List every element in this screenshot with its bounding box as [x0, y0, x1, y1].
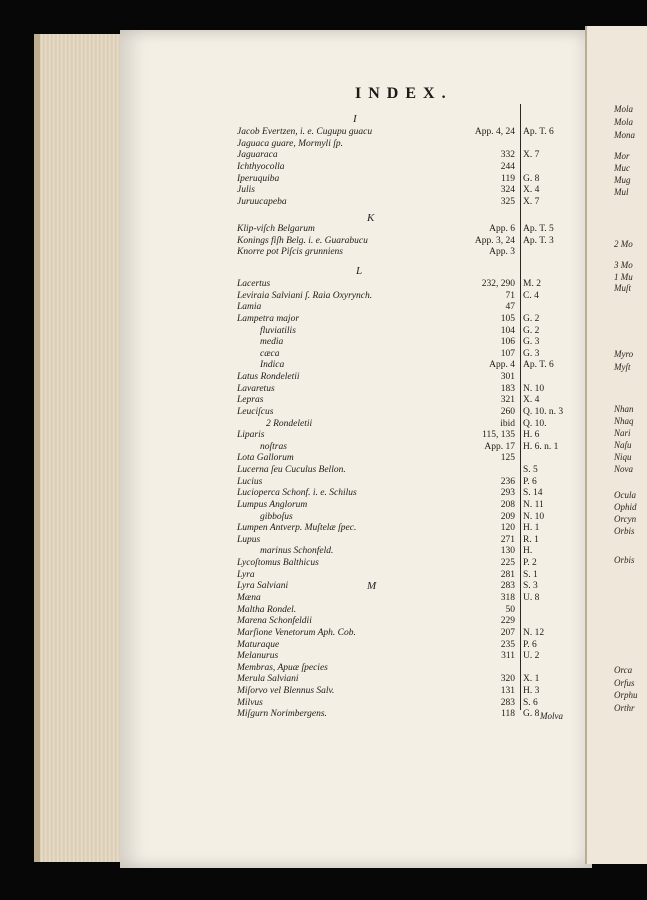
- entry-name: Liparis: [237, 430, 265, 441]
- entry-name: Lupus: [237, 534, 261, 545]
- index-entry: [0, 326, 631, 338]
- facing-page-fragment: Niqu: [614, 452, 632, 462]
- entry-page: 115, 135: [482, 430, 515, 441]
- entry-plate: G. 8: [523, 173, 540, 184]
- entry-page: 283: [500, 697, 515, 708]
- facing-page-fragment: Orca: [614, 665, 633, 675]
- entry-page: App. 4: [489, 360, 515, 371]
- entry-plate: X. 1: [523, 674, 540, 685]
- entry-plate: H. 6. n. 1: [523, 441, 559, 452]
- facing-page-fragment: Orcyn: [614, 514, 637, 524]
- entry-name: Julis: [237, 185, 255, 196]
- entry-name: Membras, Apuæ ſpecies: [237, 662, 328, 673]
- entry-page: App. 6: [489, 224, 515, 234]
- entry-plate: C. 4: [523, 290, 539, 301]
- entry-plate: G. 2: [523, 313, 540, 324]
- entry-page: 325: [500, 196, 515, 207]
- entry-name: Marſione Venetorum Aph. Cob.: [237, 627, 356, 638]
- entry-name: Konings fiſh Belg. i. e. Guarabucu: [237, 235, 368, 246]
- entry-plate: X. 4: [523, 185, 540, 196]
- entry-page: 104: [500, 325, 515, 336]
- entry-plate: S. 14: [523, 488, 543, 499]
- entry-plate: G. 3: [523, 348, 540, 359]
- index-entry: [0, 291, 631, 303]
- entry-plate: H.: [523, 546, 533, 557]
- entry-plate: G. 3: [523, 337, 540, 348]
- entry-name: Iperuquiba: [237, 173, 280, 184]
- index-entry: [0, 640, 631, 652]
- entry-plate: P. 6: [523, 639, 537, 650]
- section-letter: L: [356, 265, 363, 277]
- index-entry: [0, 314, 631, 326]
- entry-name: Juruucapeba: [237, 196, 287, 207]
- entry-name: Mæna: [237, 593, 261, 603]
- entry-plate: Ap. T. 6: [523, 360, 554, 371]
- index-entry: [0, 523, 631, 535]
- entry-plate: S. 5: [523, 465, 538, 476]
- entry-plate: N. 11: [523, 499, 544, 510]
- index-entry: [0, 628, 631, 640]
- index-entry: [0, 686, 631, 698]
- index-entry: [0, 570, 631, 582]
- entry-page: 293: [500, 488, 515, 499]
- entry-plate: Ap. T. 5: [523, 224, 554, 234]
- index-entry: [0, 651, 631, 663]
- entry-plate: Q. 10. n. 3: [523, 406, 564, 417]
- entry-plate: G. 8: [523, 709, 540, 720]
- index-entry: [0, 407, 631, 419]
- entry-page: 209: [500, 511, 515, 522]
- entry-name: Ichthyocolla: [237, 161, 285, 172]
- index-entry: [0, 127, 631, 139]
- facing-page-fragment: 2 Mo: [614, 239, 633, 249]
- index-entry: [0, 558, 631, 570]
- entry-plate: N. 10: [523, 383, 545, 394]
- entry-page: 318: [500, 593, 515, 603]
- index-entry: [0, 500, 631, 512]
- entry-name: Melanurus: [237, 651, 279, 662]
- facing-page-fragment: Nhan: [614, 404, 634, 414]
- entry-page: 207: [500, 627, 515, 638]
- entry-plate: N. 10: [523, 511, 545, 522]
- entry-page: 232, 290: [481, 279, 515, 289]
- index-entry: [0, 197, 631, 209]
- index-entry: [0, 605, 631, 617]
- entry-name: Marena Schonfeldii: [237, 616, 312, 627]
- entry-page: 130: [500, 546, 515, 557]
- entry-page: App. 3: [489, 247, 515, 258]
- entry-name: Maturaque: [237, 639, 280, 650]
- entry-name: Klip-viſch Belgarum: [237, 224, 315, 234]
- facing-page-fragment: Orphu: [614, 690, 638, 700]
- entry-name: Lampetra major: [237, 313, 300, 324]
- entry-name: Lavaretus: [237, 383, 275, 394]
- entry-plate: M. 2: [523, 279, 541, 289]
- facing-page-fragment: Orfus: [614, 678, 635, 688]
- entry-plate: Q. 10.: [523, 418, 547, 429]
- index-entry: [0, 372, 631, 384]
- entry-name: Lacertus: [237, 279, 271, 289]
- entry-name: gibboſus: [260, 511, 293, 522]
- index-entry: [0, 348, 634, 361]
- entry-page: 281: [500, 569, 515, 580]
- entry-plate: P. 6: [523, 476, 537, 487]
- entry-plate: X. 4: [523, 395, 540, 406]
- entry-name: Lycoſtomus Balthicus: [237, 558, 319, 569]
- entry-plate: X. 7: [523, 196, 540, 207]
- facing-page-fragment: Orbis: [614, 526, 635, 536]
- index-entry: [0, 185, 631, 197]
- entry-page: 260: [500, 406, 515, 417]
- entry-plate: H. 1: [523, 523, 540, 534]
- index-entry: [0, 663, 631, 675]
- facing-page-fragment: 1 Mu: [614, 272, 633, 282]
- facing-page-fragment: Myro: [614, 349, 634, 359]
- entry-page: 321: [500, 395, 515, 406]
- entry-page: 235: [500, 639, 515, 650]
- facing-page-fragment: Ocula: [614, 490, 636, 500]
- entry-page: 225: [500, 558, 515, 569]
- entry-name: Lumpen Antverp. Muſtelæ ſpec.: [237, 523, 357, 534]
- entry-page: 105: [500, 313, 515, 324]
- entry-name: marinus Schonfeld.: [260, 546, 334, 557]
- facing-page-fragment: Mona: [614, 130, 635, 140]
- entry-page: App. 17: [484, 441, 515, 452]
- facing-page-fragment: Nova: [614, 464, 633, 474]
- entry-page: App. 4, 24: [474, 127, 515, 137]
- facing-page-fragment: Orthr: [614, 703, 635, 713]
- catchword: Molva: [540, 711, 563, 721]
- entry-page: 320: [500, 674, 515, 685]
- entry-name: Merula Salviani: [237, 674, 299, 685]
- index-entry: [0, 698, 631, 710]
- entry-plate: R. 1: [523, 534, 539, 545]
- entry-name: Jaguaraca: [237, 150, 278, 161]
- entry-name: Latus Rondeletii: [237, 372, 300, 383]
- index-entry: [0, 477, 631, 489]
- facing-page-fragment: Mola: [614, 104, 633, 114]
- index-entry: [0, 465, 631, 477]
- entry-page: 47: [505, 302, 515, 313]
- index-entry: [0, 360, 631, 372]
- entry-plate: N. 12: [523, 627, 545, 638]
- entry-page: 208: [500, 499, 515, 510]
- entry-plate: S. 6: [523, 697, 538, 708]
- entry-plate: G. 2: [523, 325, 540, 336]
- entry-name: Miſgurn Norimbergens.: [237, 709, 327, 720]
- index-entry: [0, 174, 631, 186]
- index-entry: [0, 709, 631, 721]
- section-letter: M: [367, 580, 377, 592]
- facing-page-fragment: Mor: [614, 151, 630, 161]
- index-entry: [0, 512, 631, 524]
- entry-page: 183: [500, 383, 515, 394]
- entry-page: 324: [500, 185, 515, 196]
- entry-page: 301: [500, 372, 515, 383]
- entry-page: 118: [501, 709, 515, 720]
- entry-name: noſtras: [260, 441, 287, 452]
- entry-name: fluviatilis: [260, 325, 296, 336]
- entry-page: 125: [500, 453, 515, 464]
- entry-name: Lumpus Anglorum: [237, 499, 308, 510]
- index-entry: [0, 616, 631, 628]
- index-entry: [0, 488, 631, 500]
- entry-page: 332: [500, 150, 515, 161]
- facing-page-fragment: Nari: [614, 428, 631, 438]
- index-entry: [0, 224, 631, 236]
- index-entry: [0, 442, 631, 454]
- entry-name: Lepras: [237, 395, 264, 406]
- entry-page: App. 3, 24: [474, 235, 515, 246]
- entry-name: Lucioperca Schonf. i. e. Schilus: [237, 488, 357, 499]
- entry-page: 107: [500, 348, 515, 359]
- entry-page: 244: [500, 161, 515, 172]
- entry-name: media: [260, 337, 284, 348]
- entry-name: Lamia: [237, 302, 262, 313]
- entry-plate: Ap. T. 3: [523, 235, 554, 246]
- entry-name: Lota Gallorum: [237, 453, 294, 464]
- entry-page: 271: [500, 534, 515, 545]
- entry-name: Lucerna ſeu Cuculus Bellon.: [237, 465, 346, 476]
- index-entry: [0, 581, 631, 593]
- entry-page: 50: [505, 604, 515, 615]
- entry-name: Knorre pot Piſcis grunniens: [237, 247, 343, 258]
- facing-page-fragment: Muc: [614, 163, 630, 173]
- entry-page: 131: [500, 686, 515, 697]
- entry-name: 2 Rondeletii: [266, 418, 313, 429]
- index-entry: [0, 139, 631, 151]
- section-letter: I: [353, 113, 357, 125]
- entry-plate: S. 1: [523, 569, 538, 580]
- entry-plate: S. 3: [523, 581, 538, 592]
- entry-name: Miſorvo vel Blennus Salv.: [237, 686, 335, 697]
- index-entry: [0, 302, 631, 314]
- index-entry: [0, 279, 631, 291]
- index-entry: [0, 419, 631, 431]
- index-entry: [0, 395, 631, 407]
- index-entry: [0, 162, 631, 174]
- facing-page-fragment: Mola: [614, 117, 633, 127]
- entry-name: Maltha Rondel.: [237, 604, 297, 615]
- entry-name: Jaguaca guare, Mormyli ſp.: [237, 138, 343, 149]
- entry-name: cæca: [260, 348, 280, 359]
- facing-page-fragment: Nhaq: [614, 416, 634, 426]
- entry-page: 71: [505, 290, 515, 301]
- page-title: INDEX.: [355, 85, 453, 102]
- entry-name: Jacob Evertzen, i. e. Cugupu guacu: [237, 127, 373, 137]
- entry-name: Milvus: [237, 697, 263, 708]
- section-letter: K: [367, 212, 375, 224]
- entry-name: Lucius: [237, 476, 263, 487]
- index-entry: [0, 247, 631, 259]
- facing-page-fragment: 3 Mo: [614, 260, 633, 270]
- entry-name: Indica: [260, 360, 285, 371]
- facing-page-fragment: Myſt: [614, 362, 631, 372]
- entry-name: Leuciſcus: [237, 406, 274, 417]
- entry-name: Leviraia Salviani ſ. Raia Oxyrynch.: [237, 290, 373, 301]
- index-entry: [0, 236, 631, 248]
- entry-plate: P. 2: [523, 558, 537, 569]
- entry-page: 283: [500, 581, 515, 592]
- index-entry: [0, 384, 631, 396]
- index-entry: [0, 593, 631, 605]
- entry-plate: H. 3: [523, 686, 540, 697]
- entry-page: 106: [500, 337, 515, 348]
- index-entry: [0, 674, 631, 686]
- facing-page-fragment: Ophid: [614, 502, 637, 512]
- entry-plate: U. 8: [523, 593, 540, 603]
- entry-page: 229: [500, 616, 515, 627]
- index-entry: [0, 546, 631, 558]
- facing-page-fragment: Mul: [614, 187, 629, 197]
- entry-name: Lyra: [237, 569, 255, 580]
- facing-page-fragment: Naſu: [614, 440, 632, 450]
- facing-page-fragment: Orbis: [614, 555, 635, 565]
- entry-page: 120: [500, 523, 515, 534]
- index-entry: [0, 453, 631, 465]
- entry-page: 119: [501, 173, 515, 184]
- index-entry: [0, 430, 631, 442]
- entry-page: 311: [501, 651, 515, 662]
- index-entry: [0, 337, 631, 349]
- facing-page-fragment: Mug: [614, 175, 631, 185]
- entry-name: Lyra Salviani: [237, 581, 289, 592]
- facing-page-fragment: Muſt: [614, 283, 631, 293]
- entry-plate: Ap. T. 6: [523, 127, 554, 137]
- entry-page: ibid: [500, 418, 515, 429]
- entry-page: 236: [500, 476, 515, 487]
- entry-plate: H. 6: [523, 430, 540, 441]
- entry-plate: X. 7: [523, 150, 540, 161]
- entry-plate: U. 2: [523, 651, 540, 662]
- index-entry: [0, 150, 631, 162]
